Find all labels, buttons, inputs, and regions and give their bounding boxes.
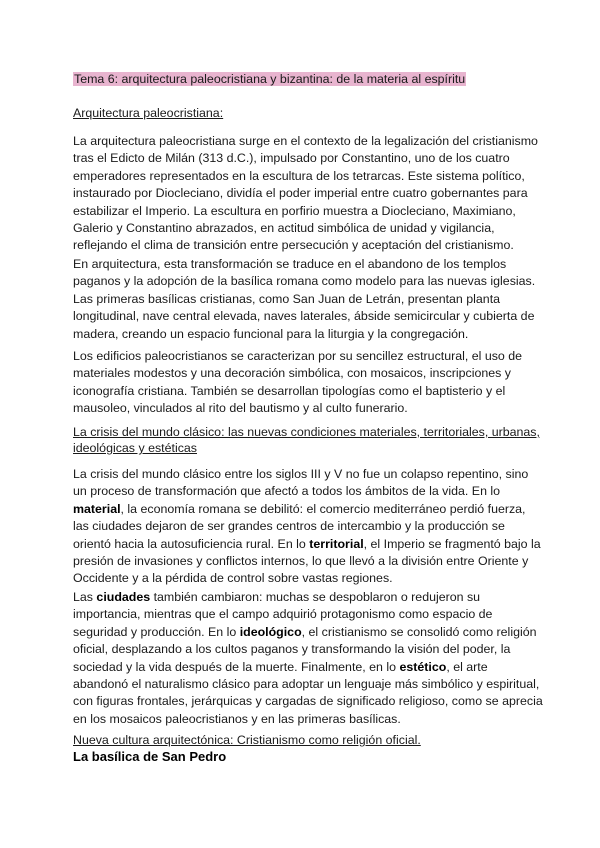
paragraph-3: Los edificios paleocristianos se caracterizan por su sencillez estructural, el uso de materiales modestos y una decoración simbólica, con mosaicos, inscripciones y iconografía cristiana. También se desarrollan tipologías como el baptisterio y el mausoleo, vinculados al rito del bautismo y al culto funerario. bbox=[73, 349, 523, 416]
p5-bold-ciudades: ciudades bbox=[96, 590, 151, 604]
paragraph-5 bbox=[73, 589, 543, 728]
p5-text-2: también cambiaron: muchas se despoblaron o redujeron su importancia, mientras que el campo adquirió protagonismo como espacio de seguridad y producción. En lo bbox=[73, 590, 493, 639]
paragraph-4 bbox=[73, 466, 543, 588]
p5-bold-estetico: estético bbox=[399, 659, 447, 674]
p4-text-2: , la economía romana se debilitó: el comercio mediterráneo perdió fuerza, las ciudades dejaron de ser grandes centros de intercambio y la producción se orientó hacia la autosuficiencia rural. En lo bbox=[73, 501, 526, 551]
subheading-basilica-san-pedro: La basílica de San Pedro bbox=[73, 749, 227, 764]
section-heading-crisis: La crisis del mundo clásico: las nuevas condiciones materiales, territoriales, urbanas, ideológicas y estéticas bbox=[73, 425, 540, 455]
section-heading-nueva-cultura: Nueva cultura arquitectónica: Cristianismo como religión oficial. bbox=[73, 733, 421, 747]
p5-text-4: , el arte abandonó el naturalismo clásico para adoptar un lenguaje más simbólico y espiritual, con figuras frontales, jerárquicas y cargadas de significado religioso, como se aprecia en los mosaicos paleocristianos y en las primeras basílicas. bbox=[73, 659, 543, 726]
p5-text-1: Las bbox=[73, 590, 97, 604]
p4-text-3: , el Imperio se fragmentó bajo la presión de invasiones y conflictos internos, lo que llevó a la división entre Oriente y Occidente y a la pérdida de control sobre vastas regiones. bbox=[73, 536, 541, 586]
p5-text-3: , el cristianismo se consolidó como religión oficial, desplazando a los cultos paganos y transformando la visión del poder, la sociedad y la vida después de la muerte. Finalmente, en lo bbox=[73, 624, 537, 674]
document-title bbox=[73, 71, 543, 88]
paragraph-2: En arquitectura, esta transformación se traduce en el abandono de los templos paganos y la adopción de la basílica romana como modelo para las nuevas iglesias. Las primeras basílicas cristianas, como San Juan de Letrán, presentan planta longitudinal, nave central elevada, naves laterales, ábside semicircular y cubierta de madera, creando un espacio funcional para la liturgia y la congregación. bbox=[73, 257, 536, 341]
p4-text-1: La crisis del mundo clásico entre los siglos III y V no fue un colapso repentino, sino un proceso de transformación que afectó a todos los ámbitos de la vida. En lo bbox=[73, 467, 529, 499]
document-title-text: Tema 6: arquitectura paleocristiana y bizantina: de la materia al espíritu bbox=[74, 72, 466, 86]
section-heading-paleocristiana: Arquitectura paleocristiana: bbox=[73, 106, 224, 120]
p5-bold-ideologico: ideológico bbox=[239, 624, 302, 639]
p4-bold-material: material bbox=[73, 501, 121, 516]
p4-bold-territorial: territorial bbox=[309, 536, 364, 551]
paragraph-1: La arquitectura paleocristiana surge en el contexto de la legalización del cristianismo tras el Edicto de Milán (313 d.C.), impulsado por Constantino, uno de los cuatro emperadores representados en la escultura de los tetrarcas. Este sistema político, instaurado por Diocleciano, dividía el poder imperial entre cuatro gobernantes para estabilizar el Imperio. La escultura en porfirio muestra a Diocleciano, Maximiano, Galerio y Constantino abrazados, en actitud simbólica de unidad y vigilancia, reflejando el clima de transición entre persecución y aceptación del cristianismo. bbox=[73, 134, 538, 253]
